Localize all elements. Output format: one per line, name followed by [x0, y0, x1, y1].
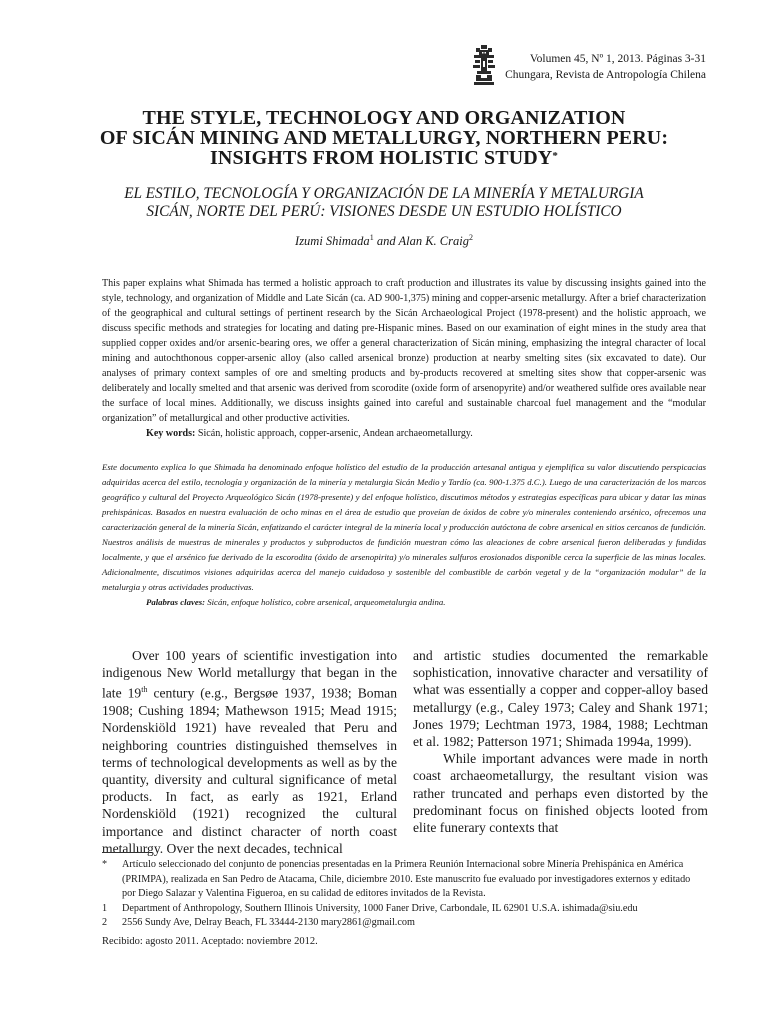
footnote-text: Department of Anthropology, Southern Illinois University, 1000 Faner Drive, Carbondale, IL 62901 U.S.A. ishimada@siu.edu: [122, 902, 638, 914]
author-affiliation-mark: 2: [468, 233, 473, 242]
title-line: THE STYLE, TECHNOLOGY AND ORGANIZATION: [142, 107, 626, 129]
body-column-right: [413, 647, 708, 836]
footnote-divider: [102, 852, 150, 853]
author-name: Alan K. Craig: [398, 234, 469, 249]
body-text: Over 100 years of scientific investigation into indigenous New World metallurgy that began in the late 19: [102, 648, 397, 701]
article-title: [60, 108, 708, 168]
subtitle-line: SICÁN, NORTE DEL PERÚ: VISIONES DESDE UN ESTUDIO HOLÍSTICO: [146, 203, 622, 220]
article-subtitle-spanish: [80, 185, 688, 221]
footnote-mark: 2: [102, 917, 108, 928]
body-column-left: [102, 647, 397, 857]
author-connector: and: [373, 234, 399, 249]
volume-info: Volumen 45, Nº 1, 2013. Páginas 3-31: [529, 53, 706, 65]
keywords-label: Key words:: [146, 428, 196, 439]
author-line: [0, 233, 768, 249]
keywords-line: [102, 426, 706, 441]
footnote-text: Artículo seleccionado del conjunto de ponencias presentadas en la Primera Reunión Internacional sobre Minería Prehispánica en América (PRIMPA), realizada en San Pedro de Atacama, Chile, diciembre 2010. Este manuscrito fue evaluado por investigadores externos y editado por Diego Salazar y Valentina Figueroa, en su calidad de editores invitados de la Revista.: [122, 859, 691, 899]
title-footnote-mark: *: [552, 150, 558, 162]
body-text: century (e.g., Bergsøe 1937, 1938; Boman 1908; Cushing 1894; Mathewson 1915; Mead 1915; Nordenskiöld 1921) have revealed that Peru and neighboring countries distinguished themselves in terms of technological developments as well as by the quantity, diversity and cultural significance of metal products. In fact, as early as 1921, Erland Nordenskiöld (1921) recognized the cultural importance and distinct character of north coast metallurgy. Over the next decades, technical: [102, 685, 397, 856]
footnote: [102, 916, 706, 931]
footnote-text: 2556 Sundy Ave, Delray Beach, FL 33444-2130 mary2861@gmail.com: [122, 917, 415, 928]
title-line-text: INSIGHTS FROM HOLISTIC STUDY: [210, 147, 553, 169]
palabras-claves-text: Sicán, enfoque holístico, cobre arsenical, arqueometalurgia andina.: [205, 597, 446, 607]
ordinal-suffix: th: [141, 685, 148, 695]
resumen-text: Este documento explica lo que Shimada ha denominado enfoque holístico del estudio de la producción artesanal antigua y ejemplifica su valor discutiendo perspicacias adquiridas acerca del estilo, tecnología y organización de la minería y metalurgia Sicán Medio y Tardío (ca. 900-1.375 d.C.). Luego de una caracterización de los marcos geográfico y cultural del Proyecto Arqueológico Sicán (1978-presente) y del enfoque holístico, discutimos métodos y estrategias específicas para ubicar y datar las minas prehispánicas. Basados en nuestra evaluación de ocho minas en el área de estudio que proveían de óxidos de cobre y/o minerales conteniendo arsénico, ofrecemos una caracterización general de la minería Sicán, enfatizando el carácter integral de la minería local y producción autóctona de cobre arsenical en sitios cercanos de fundición. Nuestros análisis de muestras de minerales y productos y subproductos de fundición muestran cómo las aleaciones de cobre arsenical fueron deliberadas y fundidas localmente, y que el arsénico fue derivado de la escorodita (óxido de arsenopirita) y/o minerales sulfuros erosionados disponible cerca la superficie de las minas locales. Adicionalmente, discutimos visiones adquiridas acerca del manejo cuidadoso y sostenible del combustible de carbón vegetal y de la “organización modular” de la metalurgia y otras actividades productivas.: [102, 462, 706, 592]
received-dates: Recibido: agosto 2011. Aceptado: noviembre 2012.: [102, 936, 318, 947]
title-line: [60, 148, 708, 168]
footnote-mark: 1: [102, 902, 108, 914]
journal-name: Chungara, Revista de Antropología Chilena: [505, 69, 706, 81]
abstract-english: [102, 276, 706, 441]
footnote: [102, 858, 706, 902]
subtitle-line: EL ESTILO, TECNOLOGÍA Y ORGANIZACIÓN DE LA MINERÍA Y METALURGIA: [124, 185, 644, 202]
author-name: Izumi Shimada: [295, 234, 370, 249]
abstract-text: This paper explains what Shimada has termed a holistic approach to craft production and illustrates its value by discussing insights gained into the style, technology, and organization of Middle and Late Sicán (ca. AD 900-1,375) mining and copper-arsenic metallurgy. After a brief characterization of the geographical and cultural settings of pertinent research by the Sicán Archaeological Project (1978-present) and the holistic approach, we discuss specific methods and strategies for locating and dating pre-Hispanic mines. Based on our examination of eight mines in the study area that supplied copper oxides and/or arsenic-bearing ores, we offer a general characterization of Sicán mining, emphasizing the integral character of local mining and autochthonous copper-arsenic alloy (also called arsenical bronze) production at nearby smelting sites (six excavated to date). Our analyses of primary context samples of ore and smelting products and by-products recovered at smelting sites show that copper-arsenic was deliberately and locally smelted and that arsenic was derived from scorodite (oxide form of arsenopyrite) and/or weathered sulfide ores available near the surface of local mines. Additionally, we discuss insights gained into careful and sustainable charcoal fuel management and the “modular organization” of metallurgical and other productive activities.: [102, 278, 706, 424]
footnote: [102, 902, 706, 917]
footnote-mark: *: [102, 859, 108, 870]
body-paragraph: [102, 647, 397, 857]
body-paragraph: and artistic studies documented the remarkable sophistication, innovative character and versatility of what was essentially a copper and copper-alloy based metallurgy (e.g., Caley 1973; Caley and Shank 1971; Jones 1979; Lechtman 1973, 1984, 1988; Lechtman et al. 1982; Patterson 1971; Shimada 1994a, 1999).: [413, 648, 708, 750]
palabras-claves-label: Palabras claves:: [146, 597, 206, 607]
palabras-claves-line: [102, 595, 706, 610]
keywords-text: Sicán, holistic approach, copper-arsenic, Andean archaeometallurgy.: [195, 428, 473, 439]
abstract-spanish: [102, 460, 706, 610]
footnotes: [102, 858, 706, 931]
chungara-emblem-icon: [472, 45, 496, 85]
body-paragraph: While important advances were made in north coast archaeometallurgy, the resultant vision was rather truncated and perhaps even distorted by the predominant focus on finished objects looted from elite funerary contexts that: [413, 751, 708, 836]
title-line: OF SICÁN MINING AND METALLURGY, NORTHERN PERU:: [99, 127, 669, 149]
journal-header: [505, 51, 706, 83]
author-affiliation-mark: 1: [369, 233, 374, 242]
